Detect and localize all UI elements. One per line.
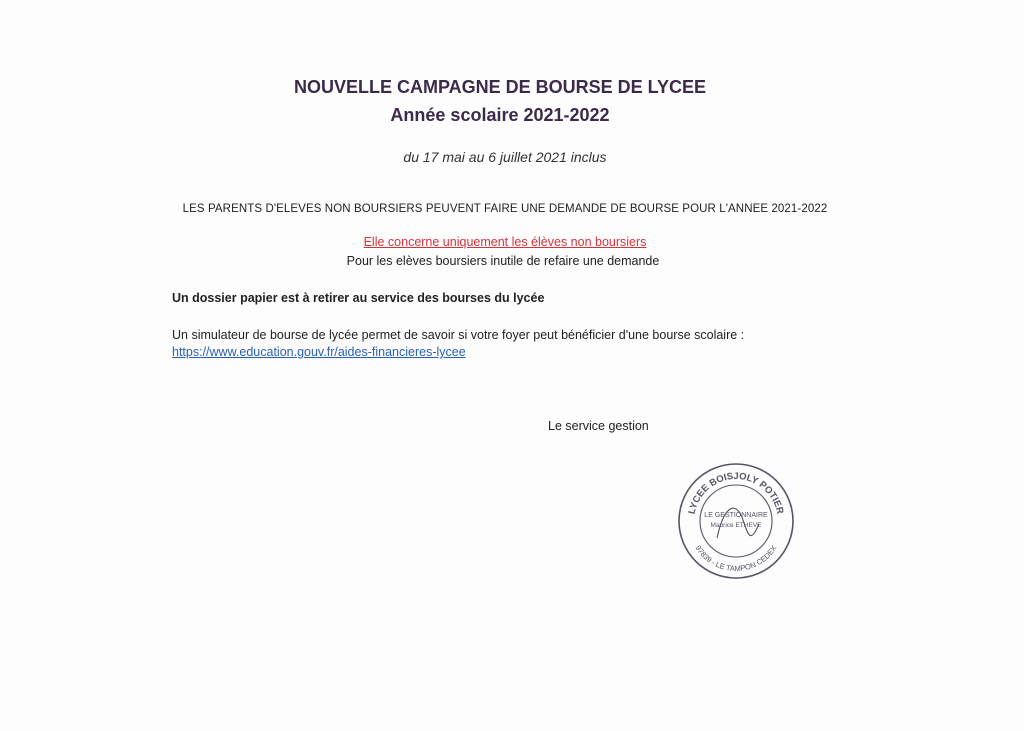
boursiers-note: Pour les elèves boursiers inutile de refaire une demande <box>346 254 660 268</box>
simulator-note: Un simulateur de bourse de lycée permet de savoir si votre foyer peut bénéficier d'une bourse scolaire : <box>172 328 745 342</box>
stamp-inner-line1: LE GESTIONNAIRE <box>704 512 768 519</box>
signature: Le service gestion <box>548 419 649 433</box>
document-title: NOUVELLE CAMPAGNE DE BOURSE DE LYCEE <box>293 77 707 97</box>
stamp-outer-bottom: 97839 - LE TAMPON CEDEX <box>693 543 779 574</box>
stamp-outer-top: LYCEE BOISJOLY POTIER <box>686 470 786 516</box>
school-stamp <box>677 462 795 580</box>
school-year: Année scolaire 2021-2022 <box>390 105 610 125</box>
simulator-link[interactable]: https://www.education.gouv.fr/aides-financieres-lycee <box>172 345 466 359</box>
stamp-inner-line2: Maurice ETHEVE <box>710 522 762 529</box>
campaign-dates: du 17 mai au 6 juillet 2021 inclus <box>403 149 607 165</box>
paper-dossier-note: Un dossier papier est à retirer au service des bourses du lycée <box>172 291 545 305</box>
parents-notice: LES PARENTS D'ELEVES NON BOURSIERS PEUVENT FAIRE UNE DEMANDE DE BOURSE POUR L'ANNEE 2021-2022 <box>182 203 828 215</box>
concern-note: Elle concerne uniquement les élèves non boursiers <box>363 235 647 249</box>
svg-text:97839 - LE TAMPON CEDEX <box>694 544 779 573</box>
